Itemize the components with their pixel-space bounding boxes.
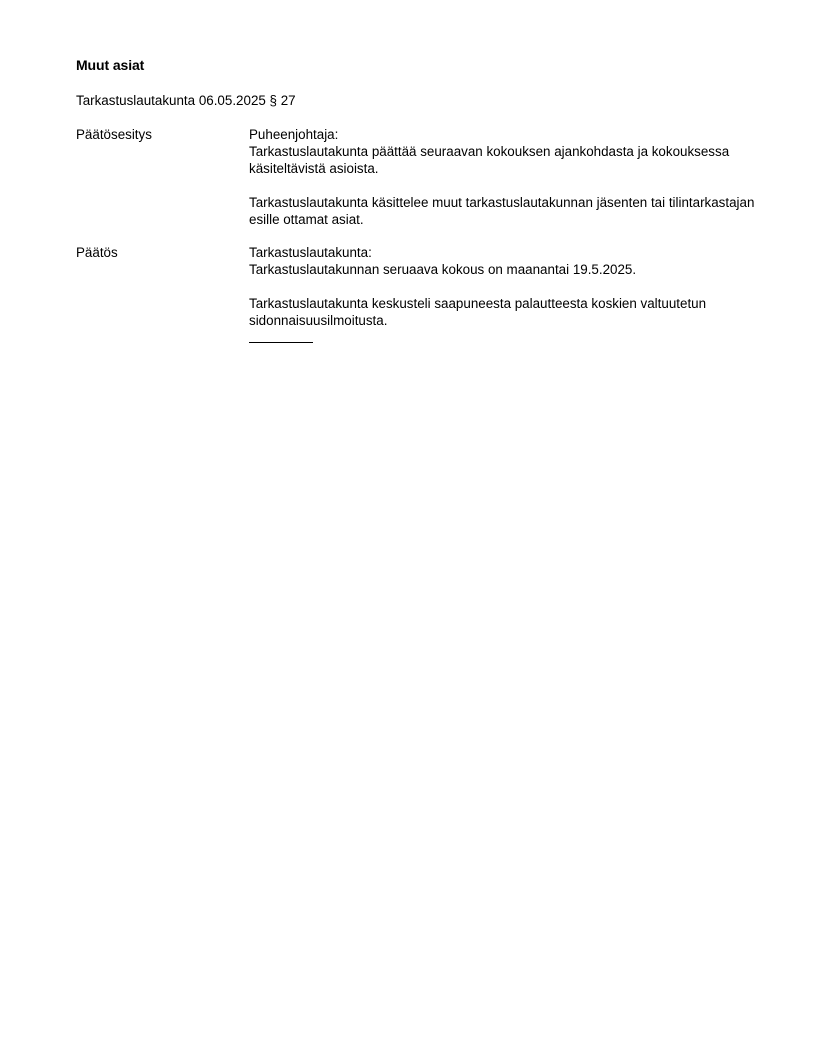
end-rule-divider — [249, 342, 313, 343]
decision-paragraph-1: Tarkastuslautakunnan seruaava kokous on maanantai 19.5.2025. — [249, 262, 637, 277]
decision-paragraph-2: Tarkastuslautakunta keskusteli saapuneesta palautteesta koskien valtuutetun sidonnaisuusilmoitusta. — [249, 296, 707, 328]
decision-content — [249, 244, 756, 329]
decision-label: Päätös — [76, 245, 118, 260]
decision-body: Tarkastuslautakunta: — [249, 245, 372, 260]
proposal-paragraph-1: Tarkastuslautakunta päättää seuraavan kokouksen ajankohdasta ja kokouksessa käsiteltävistä asioista. — [249, 144, 730, 176]
proposal-label: Päätösesitys — [76, 127, 152, 142]
section-heading: Muut asiat — [76, 57, 145, 73]
proposal-content — [249, 126, 756, 228]
proposal-presenter: Puheenjohtaja: — [249, 127, 339, 142]
meeting-reference: Tarkastuslautakunta 06.05.2025 § 27 — [76, 93, 296, 108]
proposal-paragraph-2: Tarkastuslautakunta käsittelee muut tarkastuslautakunnan jäsenten tai tilintarkastajan esille ottamat asiat. — [249, 195, 755, 227]
